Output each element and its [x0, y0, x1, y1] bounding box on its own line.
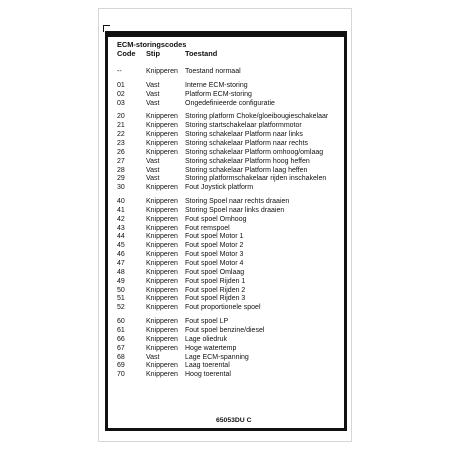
code-row	[117, 277, 341, 286]
header-code: Code	[117, 49, 136, 58]
row-toestand: Storing schakelaar Platform omhoog/omlaag	[185, 148, 324, 156]
row-stip: Knipperen	[146, 344, 178, 352]
row-code: 26	[117, 148, 125, 156]
row-code: 42	[117, 215, 125, 223]
row-code: 03	[117, 99, 125, 107]
row-code: 01	[117, 81, 125, 89]
code-list	[117, 37, 341, 417]
row-stip: Knipperen	[146, 233, 178, 241]
row-code: 23	[117, 139, 125, 147]
code-row	[117, 353, 341, 362]
row-code: 51	[117, 295, 125, 303]
row-code: 40	[117, 198, 125, 205]
row-toestand: Fout spoel benzine/diesel	[185, 326, 265, 334]
code-row	[117, 99, 341, 108]
panel-title: ECM-storingscodes	[117, 40, 187, 49]
row-toestand: Fout spoel Omhoog	[185, 215, 247, 223]
code-row	[117, 157, 341, 166]
code-row	[117, 206, 341, 215]
row-stip: Knipperen	[146, 131, 178, 139]
row-stip: Knipperen	[146, 295, 178, 303]
code-row	[117, 370, 341, 379]
row-toestand: Storing schakelaar Platform hoog heffen	[185, 157, 310, 165]
row-toestand: Storing platform Choke/gloeibougieschakelaar	[185, 113, 329, 121]
row-stip: Vast	[146, 175, 160, 183]
row-toestand: Ongedefinieerde configuratie	[185, 99, 275, 107]
row-stip: Knipperen	[146, 251, 178, 259]
code-row	[117, 148, 341, 157]
row-code: 22	[117, 131, 125, 139]
row-stip: Knipperen	[146, 113, 178, 121]
row-stip: Vast	[146, 166, 160, 174]
code-row	[117, 224, 341, 233]
code-row	[117, 121, 341, 130]
code-row	[117, 174, 341, 183]
code-row	[117, 166, 341, 175]
row-stip: Vast	[146, 157, 160, 165]
row-code: 67	[117, 344, 125, 352]
row-stip: Knipperen	[146, 122, 178, 130]
row-stip: Knipperen	[146, 68, 178, 75]
row-code: 52	[117, 304, 125, 312]
row-toestand: Toestand normaal	[185, 68, 241, 75]
row-code: 45	[117, 242, 125, 250]
row-stip: Knipperen	[146, 318, 178, 326]
row-toestand: Fout spoel Motor 1	[185, 233, 244, 241]
row-toestand: Storing Spoel naar rechts draaien	[185, 198, 290, 205]
row-stip: Knipperen	[146, 242, 178, 250]
header-stip: Stip	[146, 49, 160, 58]
row-toestand: Interne ECM-storing	[185, 81, 248, 89]
code-row	[117, 317, 341, 326]
row-code: 69	[117, 362, 125, 370]
row-code: --	[117, 68, 122, 75]
row-stip: Knipperen	[146, 148, 178, 156]
row-toestand: Lage oliedruk	[185, 335, 228, 343]
code-row	[117, 335, 341, 344]
code-row	[117, 250, 341, 259]
row-toestand: Storing schakelaar Platform laag heffen	[185, 166, 308, 174]
code-row	[117, 344, 341, 353]
row-toestand: Fout spoel Motor 2	[185, 242, 244, 250]
row-stip: Knipperen	[146, 277, 178, 285]
part-number: 65053DU C	[216, 417, 252, 424]
code-row	[117, 326, 341, 335]
row-toestand: Laag toerental	[185, 362, 230, 370]
row-toestand: Storing Spoel naar links draaien	[185, 206, 285, 214]
row-toestand: Fout Joystick platform	[185, 184, 254, 192]
row-toestand: Fout spoel LP	[185, 318, 229, 326]
row-code: 02	[117, 90, 125, 98]
row-stip: Knipperen	[146, 335, 178, 343]
code-row	[117, 90, 341, 99]
row-code: 44	[117, 233, 125, 241]
code-row	[117, 286, 341, 295]
code-row	[117, 303, 341, 312]
row-toestand: Fout spoel Motor 4	[185, 260, 244, 267]
row-toestand: Platform ECM-storing	[185, 90, 252, 98]
code-row	[117, 268, 341, 277]
row-stip: Knipperen	[146, 371, 178, 379]
code-row	[117, 130, 341, 139]
row-stip: Knipperen	[146, 224, 178, 232]
row-stip: Knipperen	[146, 206, 178, 214]
row-code: 61	[117, 326, 125, 334]
row-stip: Vast	[146, 90, 160, 98]
row-stip: Knipperen	[146, 184, 178, 192]
row-code: 49	[117, 277, 125, 285]
code-row	[117, 183, 341, 192]
row-stip: Knipperen	[146, 198, 178, 205]
row-code: 28	[117, 166, 125, 174]
row-stip: Knipperen	[146, 268, 178, 276]
code-row	[117, 67, 341, 76]
row-code: 27	[117, 157, 125, 165]
row-toestand: Storing startschakelaar platformmotor	[185, 122, 302, 130]
row-code: 48	[117, 268, 125, 276]
row-toestand: Lage ECM-spanning	[185, 353, 249, 361]
code-row	[117, 232, 341, 241]
header-toestand: Toestand	[185, 49, 218, 58]
row-toestand: Fout spoel Rijden 3	[185, 295, 246, 303]
row-stip: Vast	[146, 353, 160, 361]
row-toestand: Hoog toerental	[185, 371, 231, 379]
row-toestand: Storing platformschakelaar rijden inschakelen	[185, 175, 327, 183]
row-stip: Knipperen	[146, 215, 178, 223]
row-toestand: Fout spoel Motor 3	[185, 251, 244, 259]
row-toestand: Fout spoel Omlaag	[185, 268, 245, 276]
code-row	[117, 139, 341, 148]
row-code: 29	[117, 175, 125, 183]
code-row	[117, 215, 341, 224]
row-toestand: Fout spoel Rijden 1	[185, 277, 246, 285]
row-code: 43	[117, 224, 125, 232]
row-code: 50	[117, 286, 125, 294]
storingscodes-panel	[105, 31, 347, 431]
row-stip: Vast	[146, 99, 160, 107]
code-row	[117, 241, 341, 250]
row-code: 20	[117, 113, 125, 121]
code-row	[117, 81, 341, 90]
row-stip: Knipperen	[146, 362, 178, 370]
code-row	[117, 294, 341, 303]
row-code: 47	[117, 260, 125, 267]
code-row	[117, 259, 341, 268]
row-code: 66	[117, 335, 125, 343]
label-card	[98, 8, 352, 442]
row-stip: Knipperen	[146, 286, 178, 294]
row-stip: Knipperen	[146, 260, 178, 267]
row-toestand: Fout spoel Rijden 2	[185, 286, 246, 294]
row-code: 30	[117, 184, 125, 192]
code-row	[117, 361, 341, 370]
row-code: 70	[117, 371, 125, 379]
row-toestand: Hoge watertemp	[185, 344, 237, 352]
row-toestand: Storing schakelaar Platform naar links	[185, 131, 303, 139]
row-toestand: Storing schakelaar Platform naar rechts	[185, 139, 308, 147]
row-toestand: Fout proportionele spoel	[185, 304, 261, 312]
code-row	[117, 197, 341, 206]
row-stip: Knipperen	[146, 304, 178, 312]
row-toestand: Fout remspoel	[185, 224, 230, 232]
row-code: 21	[117, 122, 125, 130]
row-stip: Knipperen	[146, 139, 178, 147]
row-stip: Knipperen	[146, 326, 178, 334]
row-code: 60	[117, 318, 125, 326]
row-code: 41	[117, 206, 125, 214]
row-code: 68	[117, 353, 125, 361]
row-stip: Vast	[146, 81, 160, 89]
code-row	[117, 112, 341, 121]
row-code: 46	[117, 251, 125, 259]
